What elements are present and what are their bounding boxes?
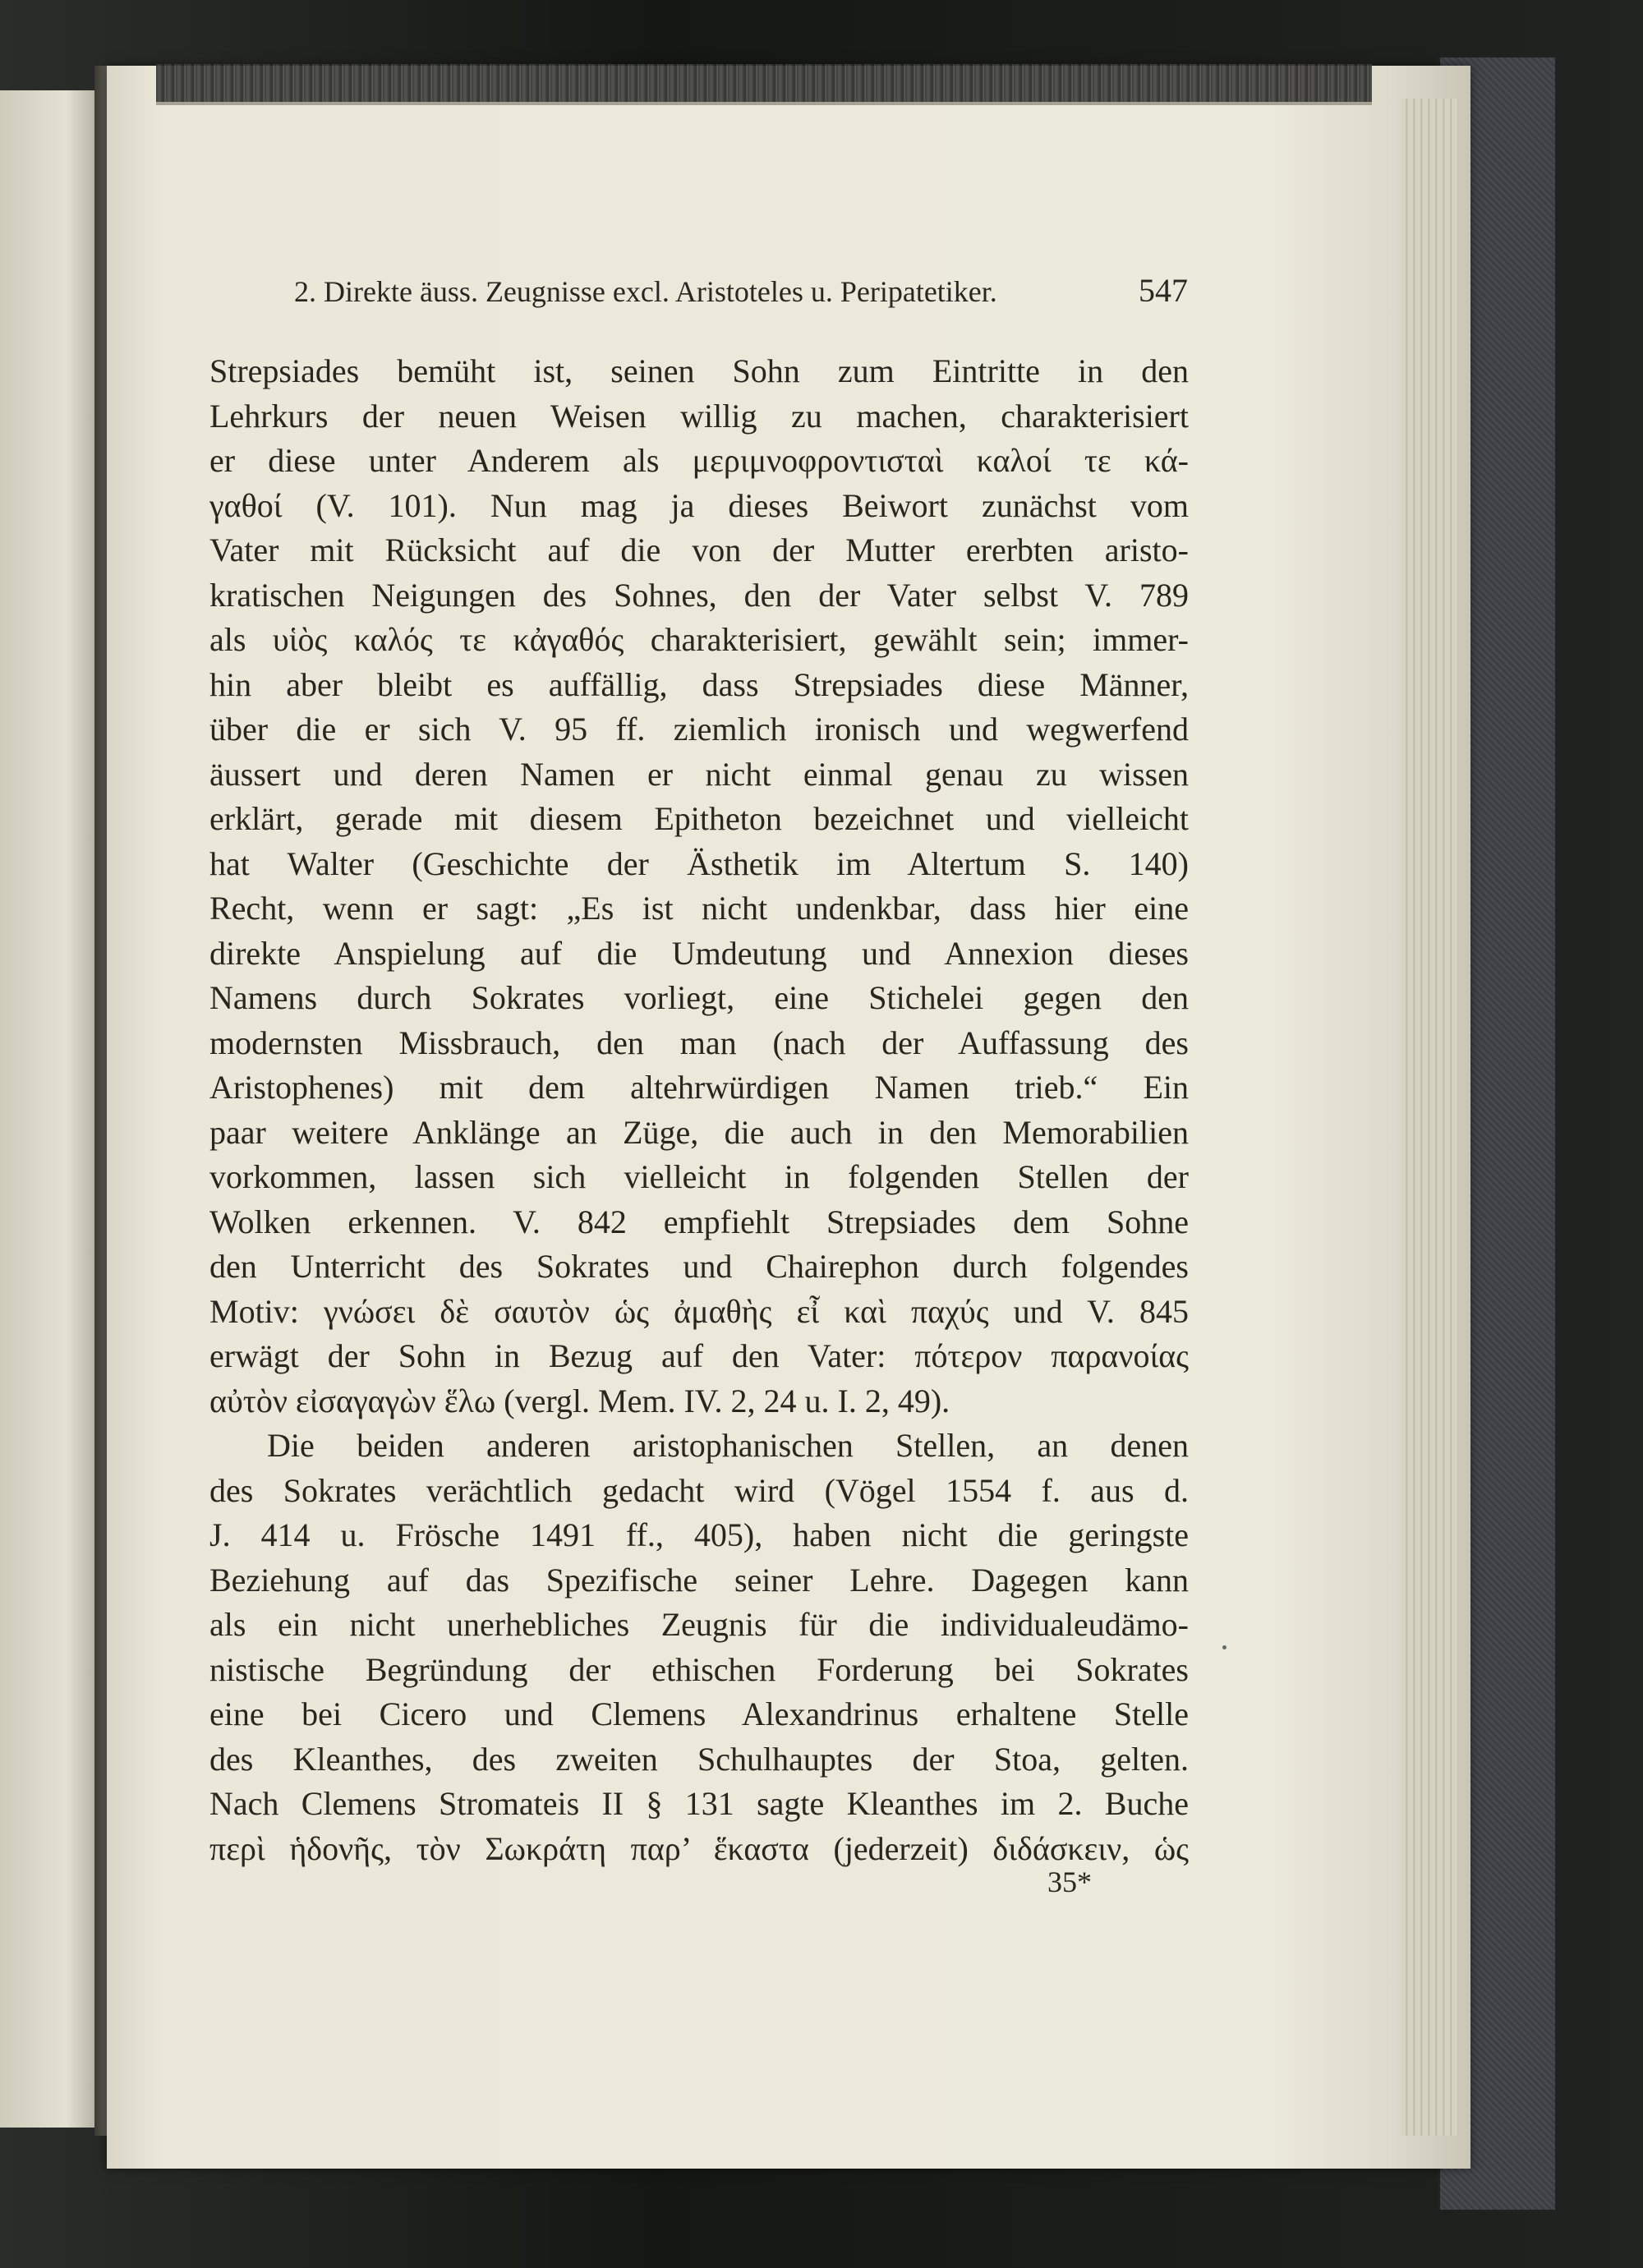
text-line: Lehrkurs der neuen Weisen willig zu machen, charakterisiert	[209, 397, 1189, 435]
signature-mark: 35*	[1047, 1865, 1092, 1898]
text-line: modernsten Missbrauch, den man (nach der Auffassung des	[209, 1024, 1189, 1061]
text-line: des Sokrates verächtlich gedacht wird (Vögel 1554 f. aus d.	[209, 1471, 1189, 1509]
text-line: über die er sich V. 95 ff. ziemlich ironisch und wegwerfend	[209, 711, 1189, 748]
running-header	[294, 271, 1188, 310]
worn-top-edge	[156, 64, 1372, 105]
text-line: Vater mit Rücksicht auf die von der Mutter ererbten aristo-	[209, 531, 1189, 568]
previous-page-edge	[0, 90, 99, 2128]
text-line: paar weitere Anklänge an Züge, die auch in den Memorabilien	[209, 1113, 1189, 1151]
text-line: des Kleanthes, des zweiten Schulhauptes der Stoa, gelten.	[209, 1740, 1189, 1778]
text-line: eine bei Cicero und Clemens Alexandrinus erhaltene Stelle	[209, 1695, 1189, 1732]
text-line: als υἱὸς καλός τε κἀγαθός charakterisiert, gewählt sein; immer-	[209, 621, 1189, 658]
text-line: γαθοί (V. 101). Nun mag ja dieses Beiwort zunächst vom	[209, 486, 1189, 524]
text-line: direkte Anspielung auf die Umdeutung und Annexion dieses	[209, 934, 1189, 972]
body-text	[209, 349, 1189, 1871]
text-line: Namens durch Sokrates vorliegt, eine Stichelei gegen den	[209, 979, 1189, 1016]
text-line: αὐτὸν εἰσαγαγὼν ἕλω (vergl. Mem. IV. 2, 24 u. I. 2, 49).	[209, 1382, 950, 1419]
running-head-title: 2. Direkte äuss. Zeugnisse excl. Aristoteles u. Peripatetiker.	[294, 275, 997, 308]
text-line: hat Walter (Geschichte der Ästhetik im Altertum S. 140)	[209, 844, 1189, 882]
page-number: 547	[1139, 272, 1188, 309]
text-line: kratischen Neigungen des Sohnes, den der Vater selbst V. 789	[209, 576, 1189, 614]
page-fore-edge	[1401, 99, 1458, 2136]
text-line: vorkommen, lassen sich vielleicht in folgenden Stellen der	[209, 1158, 1189, 1195]
text-line: als ein nicht unerhebliches Zeugnis für die individualeudämo-	[209, 1606, 1189, 1643]
text-line: äussert und deren Namen er nicht einmal genau zu wissen	[209, 755, 1189, 793]
text-line: περὶ ἡδονῆς, τὸν Σωκράτη παρ’ ἕκαστα (jederzeit) διδάσκειν, ὡς	[209, 1829, 1189, 1867]
text-line: Strepsiades bemüht ist, seinen Sohn zum Eintritte in den	[209, 352, 1189, 389]
text-line: erklärt, gerade mit diesem Epitheton bezeichnet und vielleicht	[209, 800, 1189, 837]
text-line: Recht, wenn er sagt: „Es ist nicht undenkbar, dass hier eine	[209, 890, 1189, 927]
text-line: Motiv: γνώσει δὲ σαυτὸν ὡς ἀμαθὴς εἶ καὶ παχύς und V. 845	[209, 1292, 1189, 1330]
text-line: hin aber bleibt es auffällig, dass Strepsiades diese Männer,	[209, 665, 1189, 703]
text-line: Wolken erkennen. V. 842 empfiehlt Strepsiades dem Sohne	[209, 1203, 1189, 1240]
text-line: Nach Clemens Stromateis II § 131 sagte Kleanthes im 2. Buche	[209, 1785, 1189, 1822]
text-line: Beziehung auf das Spezifische seiner Lehre. Dagegen kann	[209, 1561, 1189, 1599]
text-line: den Unterricht des Sokrates und Chairephon durch folgendes	[209, 1248, 1189, 1285]
text-line: Die beiden anderen aristophanischen Stellen, an denen	[267, 1427, 1189, 1464]
ink-speck	[1222, 1645, 1226, 1649]
text-line: J. 414 u. Frösche 1491 ff., 405), haben nicht die geringste	[209, 1516, 1189, 1553]
text-line: Aristophenes) mit dem altehrwürdigen Namen trieb.“ Ein	[209, 1069, 1189, 1106]
text-line: nistische Begründung der ethischen Forderung bei Sokrates	[209, 1650, 1189, 1688]
text-line: er diese unter Anderem als μεριμνοφροντισταὶ καλοί τε κά-	[209, 442, 1189, 479]
text-line: erwägt der Sohn in Bezug auf den Vater: πότερον παρανοίας	[209, 1337, 1189, 1374]
